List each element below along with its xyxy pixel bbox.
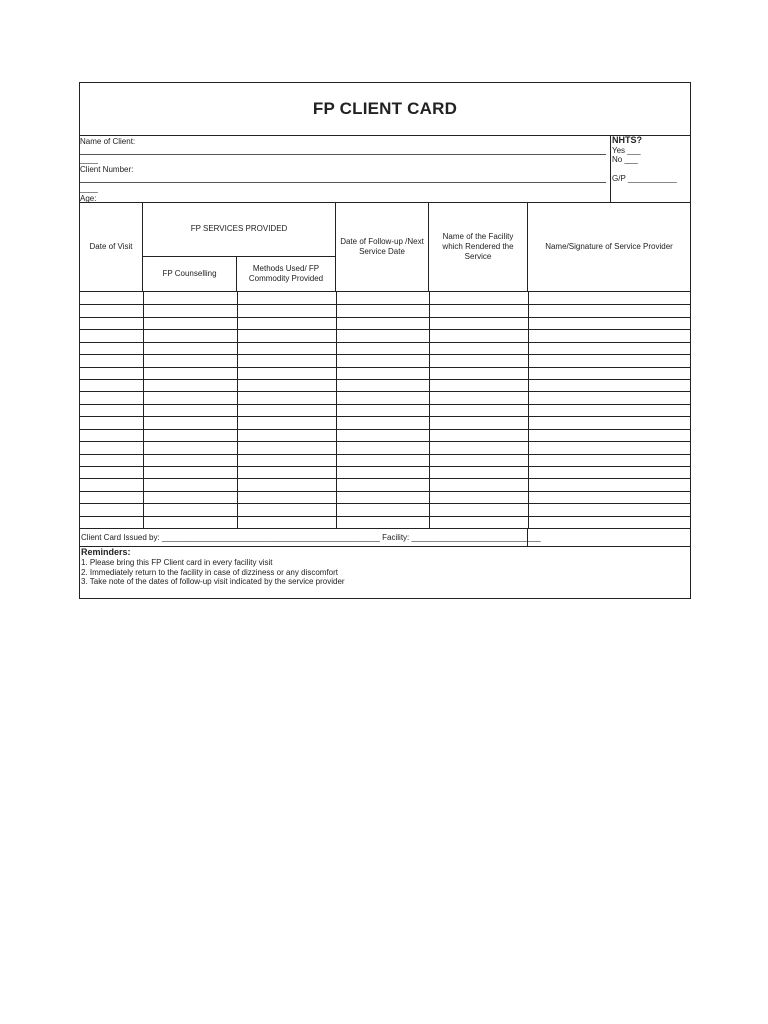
nhts-gp-field[interactable]: G/P ___________ bbox=[612, 173, 677, 183]
reminder-item: 3. Take note of the dates of follow-up visit indicated by the service provider bbox=[81, 577, 345, 587]
table-column-divider bbox=[237, 292, 238, 528]
table-column-divider bbox=[528, 292, 529, 528]
issued-divider bbox=[527, 529, 528, 546]
nhts-yes-field[interactable]: Yes ___ bbox=[612, 145, 641, 155]
table-column-divider bbox=[143, 292, 144, 528]
card-issued-text[interactable]: Client Card Issued by: _________________________________________________ Facility: _____________________________ bbox=[81, 533, 541, 542]
table-row[interactable] bbox=[80, 304, 690, 305]
header-fp-counselling: FP Counselling bbox=[143, 256, 237, 291]
table-row[interactable] bbox=[80, 391, 690, 392]
table-row[interactable] bbox=[80, 367, 690, 368]
table-row[interactable] bbox=[80, 491, 690, 492]
table-row[interactable] bbox=[80, 466, 690, 467]
table-row[interactable] bbox=[80, 516, 690, 517]
nhts-heading: NHTS? bbox=[612, 135, 642, 145]
client-name-label: Name of Client: bbox=[80, 137, 136, 146]
nhts-box bbox=[610, 136, 690, 202]
table-row[interactable] bbox=[80, 354, 690, 355]
header-follow-up: Date of Follow-up /Next Service Date bbox=[336, 203, 429, 291]
table-row[interactable] bbox=[80, 441, 690, 442]
fp-client-card bbox=[79, 82, 691, 599]
table-column-divider bbox=[336, 292, 337, 528]
table-row[interactable] bbox=[80, 416, 690, 417]
reminder-item: 1. Please bring this FP Client card in every facility visit bbox=[81, 557, 273, 567]
card-issued-row bbox=[80, 528, 690, 547]
client-number-label: Client Number: bbox=[80, 165, 134, 174]
table-row[interactable] bbox=[80, 429, 690, 430]
client-number-overflow: ____ bbox=[80, 184, 98, 193]
table-row[interactable] bbox=[80, 503, 690, 504]
table-row[interactable] bbox=[80, 404, 690, 405]
reminders-heading: Reminders: bbox=[81, 547, 131, 557]
table-row[interactable] bbox=[80, 317, 690, 318]
client-info-section bbox=[80, 136, 610, 202]
reminder-item: 2. Immediately return to the facility in case of dizziness or any discomfort bbox=[81, 567, 338, 577]
age-label: Age: bbox=[80, 194, 97, 202]
table-row[interactable] bbox=[80, 478, 690, 479]
table-column-divider bbox=[429, 292, 430, 528]
header-fp-services: FP SERVICES PROVIDED bbox=[143, 203, 336, 291]
table-row[interactable] bbox=[80, 379, 690, 380]
table-header bbox=[80, 202, 690, 292]
client-name-line[interactable] bbox=[80, 154, 606, 155]
table-row[interactable] bbox=[80, 454, 690, 455]
visit-records-table bbox=[80, 292, 690, 528]
table-row[interactable] bbox=[80, 342, 690, 343]
client-number-line[interactable] bbox=[80, 182, 606, 183]
header-provider: Name/Signature of Service Provider bbox=[545, 242, 673, 251]
reminders-section bbox=[81, 548, 686, 587]
table-row[interactable] bbox=[80, 329, 690, 330]
header-methods-used: Methods Used/ FP Commodity Provided bbox=[237, 256, 336, 291]
client-name-overflow: ____ bbox=[80, 155, 98, 164]
card-title: FP CLIENT CARD bbox=[80, 83, 690, 136]
header-date-of-visit: Date of Visit bbox=[80, 203, 143, 291]
nhts-no-field[interactable]: No ___ bbox=[612, 155, 638, 164]
header-facility: Name of the Facility which Rendered the Service bbox=[429, 203, 528, 291]
